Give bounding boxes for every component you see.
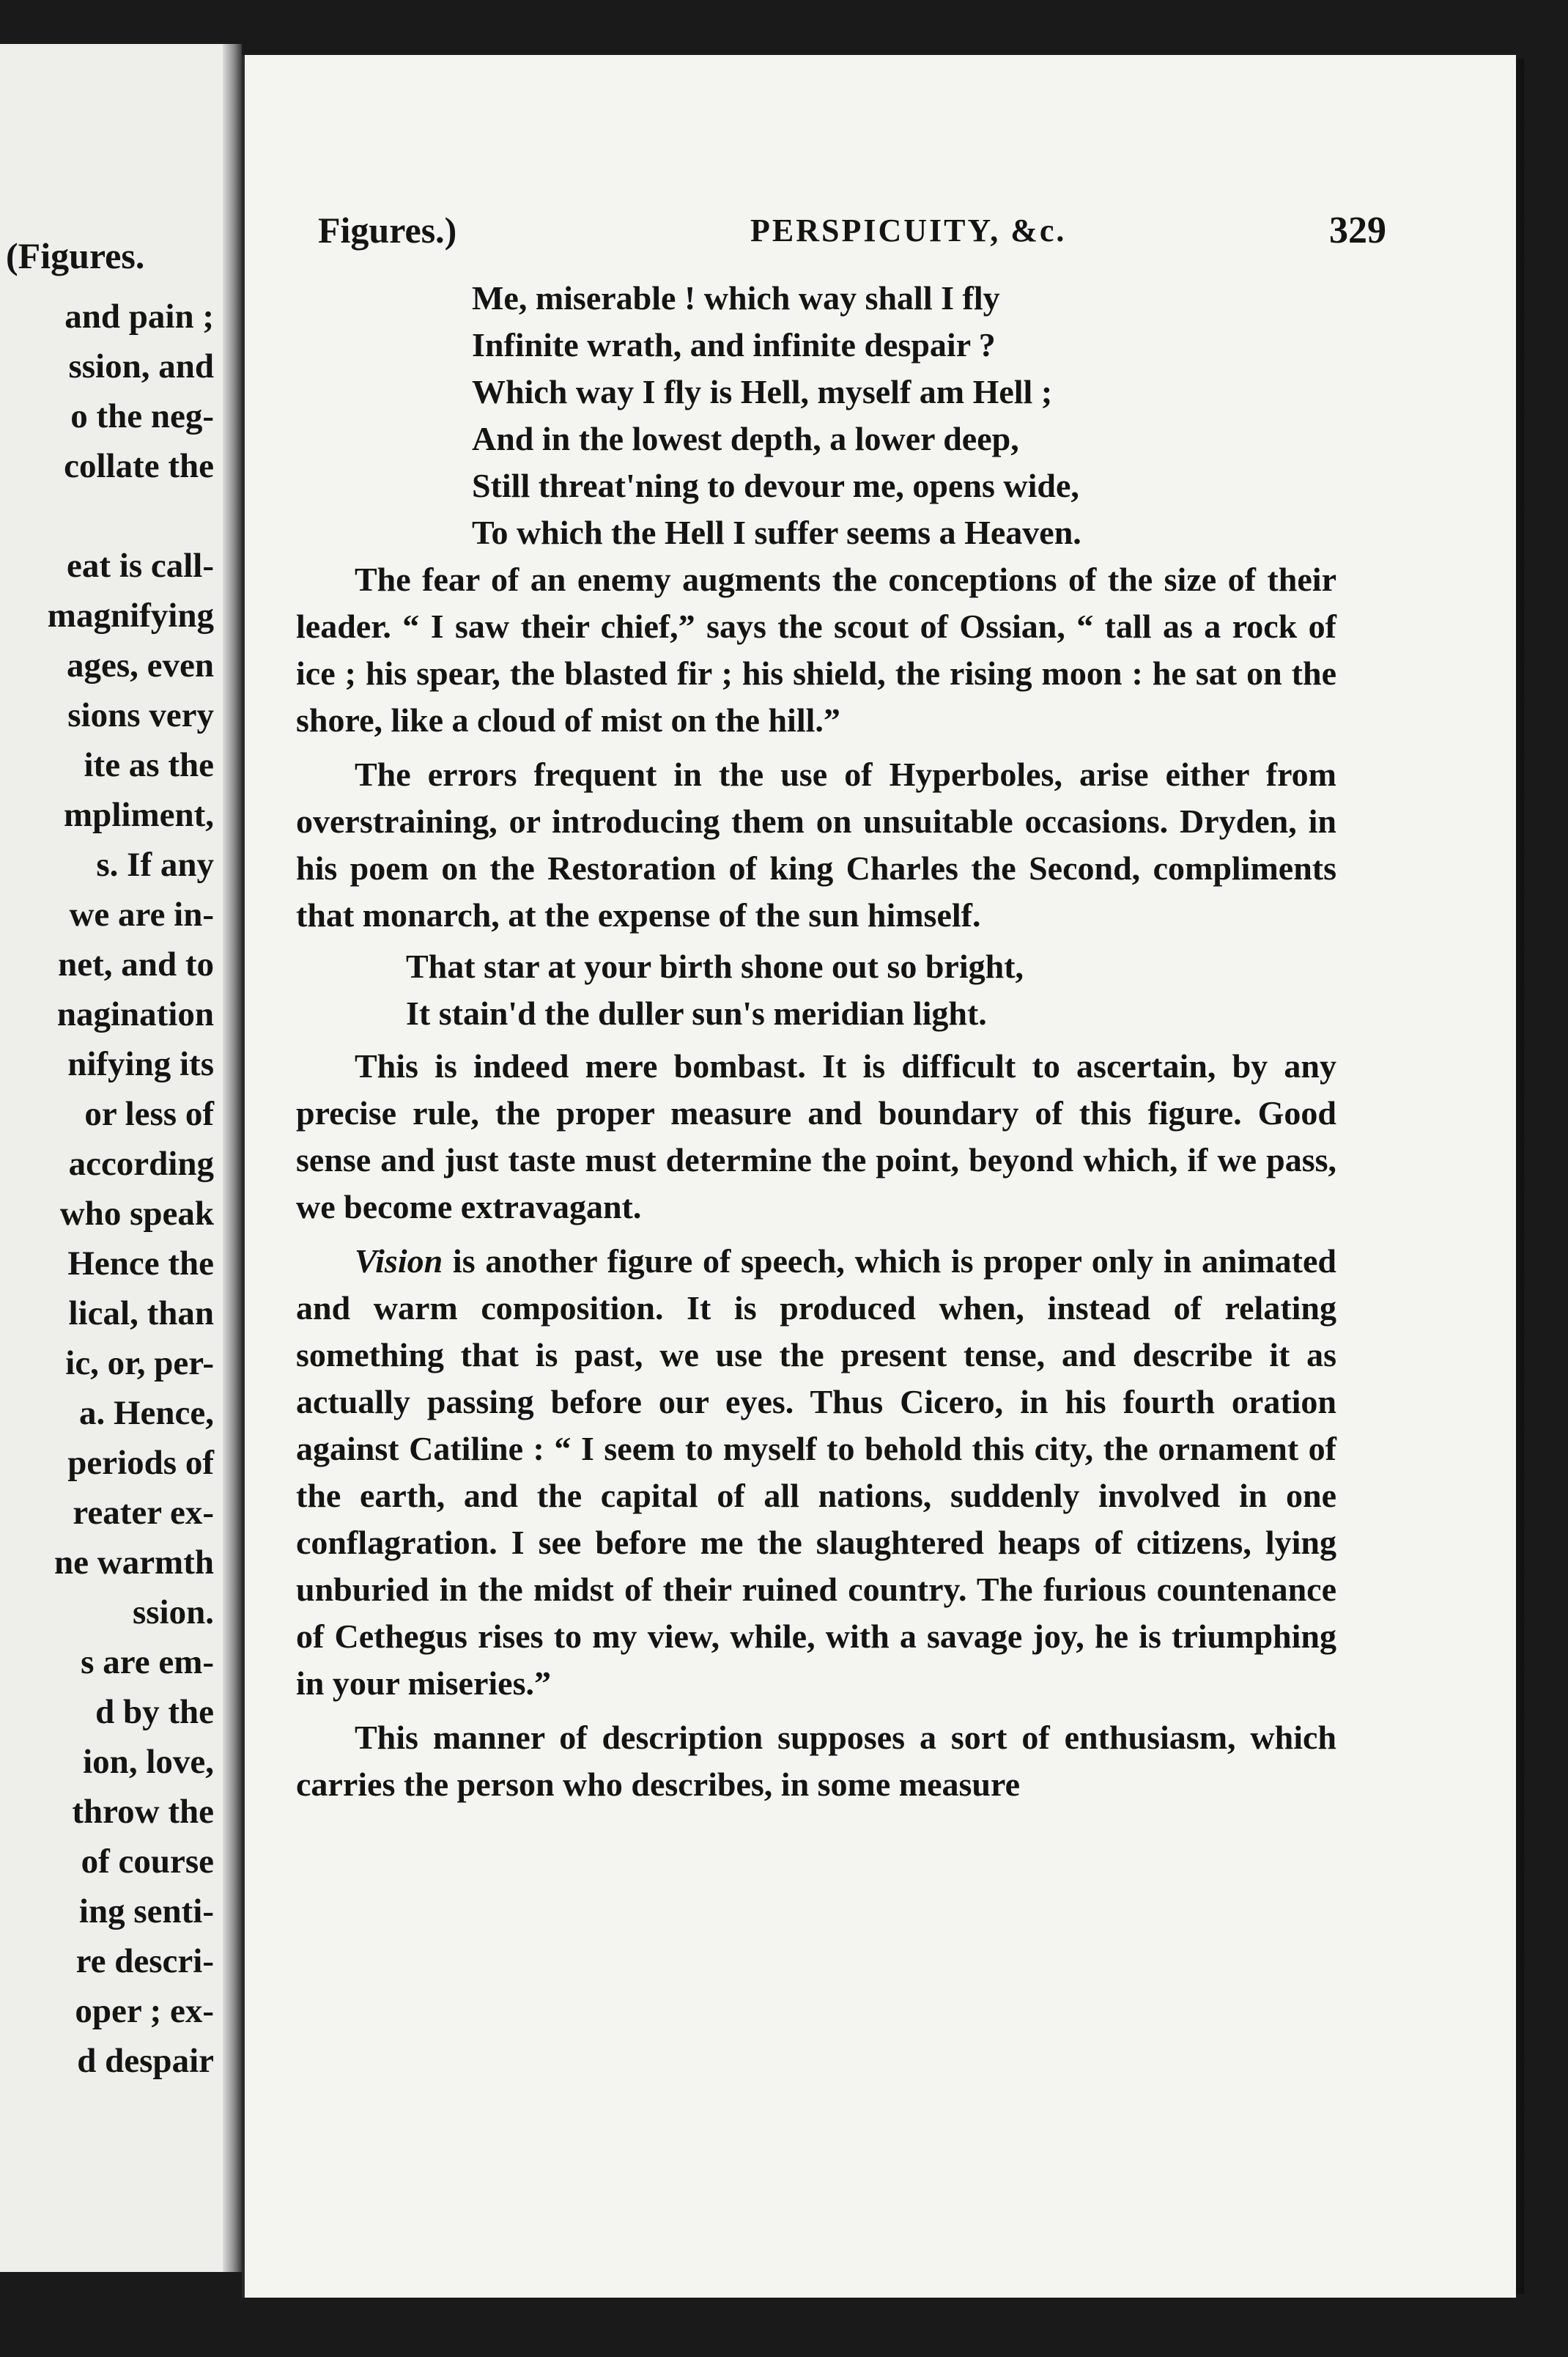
milton-verse-quotation — [472, 275, 1336, 556]
verse-line: To which the Hell I suffer seems a Heaven. — [472, 514, 1081, 551]
verse-line: That star at your birth shone out so bright, — [406, 948, 1024, 985]
paragraph-description-manner: This manner of description supposes a sort of enthusiasm, which carries the person who describes, in some measure — [296, 1719, 1336, 1803]
previous-page-line: ne warmth — [54, 1543, 214, 1582]
previous-page-line: nifying its — [67, 1045, 214, 1083]
previous-page-line: s. If any — [96, 846, 214, 884]
previous-page-line: s are em- — [81, 1643, 214, 1681]
previous-page-strip — [0, 44, 242, 2272]
previous-page-line: Hence the — [67, 1244, 214, 1283]
previous-page-line: sions very — [67, 696, 214, 734]
paragraph-bombast: This is indeed mere bombast. It is difficult to ascertain, by any precise rule, the proper measure and boundary of this figure. Good sense and just taste must determine the point, beyond which, if we pass, we become extravagant. — [296, 1047, 1336, 1225]
previous-page-line: ages, even — [66, 646, 214, 685]
verse-line: Me, miserable ! which way shall I fly — [472, 279, 1000, 317]
previous-page-line: o the neg- — [70, 397, 214, 435]
paragraph-vision — [296, 1238, 1336, 1707]
previous-page-line: lical, than — [68, 1294, 214, 1332]
verse-line: It stain'd the duller sun's meridian light. — [406, 995, 987, 1032]
previous-page-line: magnifying — [47, 597, 214, 635]
previous-page-line: reater ex- — [73, 1494, 214, 1532]
verse-line: Still threat'ning to devour me, opens wide, — [472, 467, 1079, 504]
previous-page-line: d despair — [77, 2042, 214, 2080]
previous-page-line: or less of — [84, 1095, 214, 1133]
paragraph-ossian: The fear of an enemy augments the conceptions of the size of their leader. “ I saw their chief,” says the scout of Ossian, “ tall as a rock of ice ; his spear, the blasted fir ; his shield, the rising moon : he sat on the shore, like a cloud of mist on the hill.” — [296, 561, 1336, 739]
previous-page-line: mpliment, — [64, 796, 214, 834]
previous-page-line: according — [68, 1145, 214, 1183]
previous-page-line: and pain ; — [64, 298, 214, 336]
dryden-couplet — [406, 943, 1336, 1037]
previous-page-running-head: (Figures. — [6, 235, 145, 276]
previous-page-line: eat is call- — [67, 547, 214, 585]
previous-page-line — [0, 491, 223, 541]
previous-page-line: net, and to — [58, 945, 214, 984]
previous-page-line: of course — [81, 1843, 214, 1881]
previous-page-line: periods of — [67, 1444, 214, 1482]
vision-text: is another figure of speech, which is proper only in animated and warm composition. It is produced when, instead of relating something that is past, we use the present tense, and describe it as actually passing before our eyes. Thus Cicero, in his fourth oration against Catiline : “ I seem to myself to behold this city, the ornament of the earth, and the capital of all nations, suddenly involved in one conflagration. I see before me the slaughtered heaps of citizens, lying unburied in the midst of their ruined country. The furious countenance of Cethegus rises to my view, while, with a savage joy, he is triumphing in your miseries.” — [296, 1242, 1336, 1702]
previous-page-line: nagination — [56, 995, 214, 1033]
previous-page-line: re descri- — [75, 1942, 214, 1980]
previous-page-line: who speak — [59, 1195, 214, 1233]
previous-page-line: ssion, and — [68, 347, 214, 386]
running-head — [318, 209, 1490, 268]
page-body — [296, 275, 1336, 1808]
previous-page-line: ic, or, per- — [65, 1344, 214, 1382]
page-number: 329 — [1329, 210, 1386, 251]
previous-page-line: oper ; ex- — [75, 1992, 214, 2030]
paragraph-hyperbole-errors: The errors frequent in the use of Hyperboles, arise either from overstraining, or introducing them on unsuitable occasions. Dryden, in his poem on the Restoration of king Charles the Second, compliments that monarch, at the expense of the sun himself. — [296, 756, 1336, 934]
book-page — [242, 55, 1516, 2298]
previous-page-line: ing senti- — [78, 1892, 214, 1930]
previous-page-line: collate the — [64, 447, 214, 485]
vision-term: Vision — [355, 1242, 443, 1280]
previous-page-text — [0, 292, 223, 2086]
book-gutter-shadow — [223, 44, 242, 2272]
running-head-section: Figures.) — [318, 210, 457, 251]
running-head-title: PERSPICUITY, &c. — [750, 213, 1067, 248]
verse-line: And in the lowest depth, a lower deep, — [472, 420, 1019, 457]
verse-line: Infinite wrath, and infinite despair ? — [472, 326, 996, 364]
verse-line: Which way I fly is Hell, myself am Hell ; — [472, 373, 1053, 410]
previous-page-line: ssion. — [132, 1593, 214, 1631]
previous-page-line: throw the — [72, 1793, 214, 1831]
previous-page-line: we are in- — [69, 896, 214, 934]
previous-page-line: ite as the — [84, 746, 214, 784]
previous-page-line: ion, love, — [83, 1743, 214, 1781]
previous-page-line: d by the — [95, 1693, 214, 1731]
previous-page-line: a. Hence, — [78, 1394, 214, 1432]
